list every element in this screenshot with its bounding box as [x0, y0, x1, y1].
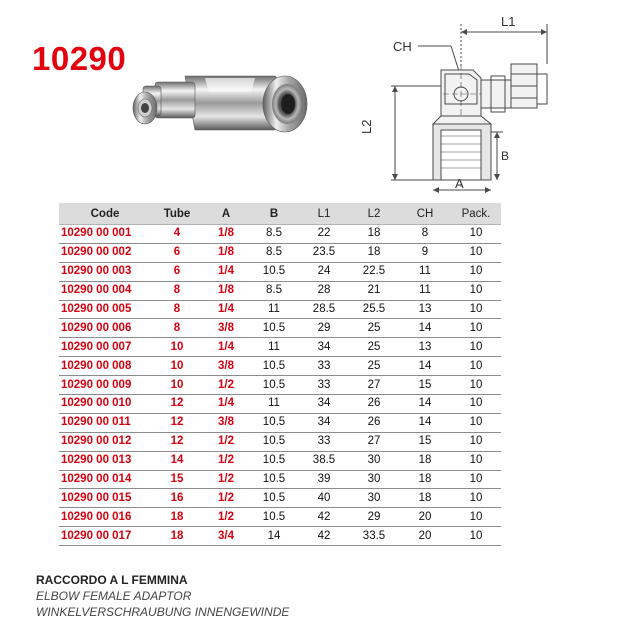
header-ch: CH	[399, 203, 451, 225]
cell-pack: 10	[451, 489, 501, 508]
table-row	[59, 376, 501, 395]
cell-l1: 42	[299, 508, 349, 527]
cell-l1: 33	[299, 357, 349, 376]
table-row	[59, 300, 501, 319]
cell-pack: 10	[451, 243, 501, 262]
cell-pack: 10	[451, 300, 501, 319]
cell-b: 14	[249, 527, 299, 546]
label-b: B	[501, 149, 510, 163]
cell-b: 10.5	[249, 432, 299, 451]
cell-code: 10290 00 004	[59, 281, 151, 300]
cell-tube: 6	[151, 243, 203, 262]
cell-code: 10290 00 010	[59, 395, 151, 414]
cell-code: 10290 00 014	[59, 470, 151, 489]
cell-a: 1/8	[203, 225, 249, 244]
cell-tube: 10	[151, 338, 203, 357]
cell-l1: 28	[299, 281, 349, 300]
cell-tube: 10	[151, 376, 203, 395]
cell-l1: 24	[299, 262, 349, 281]
cell-ch: 8	[399, 225, 451, 244]
cell-pack: 10	[451, 508, 501, 527]
label-a: A	[455, 176, 464, 191]
cell-tube: 18	[151, 508, 203, 527]
cell-l2: 26	[349, 395, 399, 414]
cell-l1: 39	[299, 470, 349, 489]
cell-l2: 25.5	[349, 300, 399, 319]
cell-ch: 14	[399, 319, 451, 338]
cell-pack: 10	[451, 395, 501, 414]
cell-l1: 34	[299, 413, 349, 432]
header-l1: L1	[299, 203, 349, 225]
cell-code: 10290 00 011	[59, 413, 151, 432]
cell-tube: 18	[151, 527, 203, 546]
cell-l2: 27	[349, 432, 399, 451]
cell-pack: 10	[451, 376, 501, 395]
cell-b: 10.5	[249, 319, 299, 338]
cell-l1: 22	[299, 225, 349, 244]
cell-code: 10290 00 008	[59, 357, 151, 376]
cell-l1: 34	[299, 395, 349, 414]
cell-tube: 4	[151, 225, 203, 244]
table-row	[59, 470, 501, 489]
cell-pack: 10	[451, 413, 501, 432]
cell-pack: 10	[451, 338, 501, 357]
cell-code: 10290 00 009	[59, 376, 151, 395]
cell-a: 1/4	[203, 300, 249, 319]
header-pack: Pack.	[451, 203, 501, 225]
cell-a: 3/8	[203, 319, 249, 338]
cell-a: 1/8	[203, 281, 249, 300]
cell-pack: 10	[451, 225, 501, 244]
table-body	[59, 225, 501, 546]
cell-ch: 13	[399, 338, 451, 357]
cell-l2: 22.5	[349, 262, 399, 281]
cell-ch: 15	[399, 376, 451, 395]
cell-b: 8.5	[249, 243, 299, 262]
cell-ch: 18	[399, 489, 451, 508]
cell-code: 10290 00 016	[59, 508, 151, 527]
title-english: ELBOW FEMALE ADAPTOR	[36, 589, 192, 603]
cell-a: 3/8	[203, 357, 249, 376]
header-b: B	[249, 203, 299, 225]
header-tube: Tube	[151, 203, 203, 225]
cell-l2: 30	[349, 470, 399, 489]
cell-code: 10290 00 003	[59, 262, 151, 281]
cell-l2: 25	[349, 338, 399, 357]
cell-l1: 38.5	[299, 451, 349, 470]
cell-l1: 29	[299, 319, 349, 338]
cell-a: 1/2	[203, 451, 249, 470]
cell-tube: 12	[151, 413, 203, 432]
table-row	[59, 413, 501, 432]
table-header-row	[59, 203, 501, 225]
cell-l2: 25	[349, 357, 399, 376]
cell-tube: 16	[151, 489, 203, 508]
title-german: WINKELVERSCHRAUBUNG INNENGEWINDE	[36, 605, 290, 619]
cell-code: 10290 00 006	[59, 319, 151, 338]
cell-pack: 10	[451, 281, 501, 300]
table-row	[59, 357, 501, 376]
cell-b: 11	[249, 395, 299, 414]
label-ch: CH	[393, 39, 412, 54]
cell-pack: 10	[451, 262, 501, 281]
cell-b: 10.5	[249, 262, 299, 281]
cell-tube: 8	[151, 319, 203, 338]
table-row	[59, 319, 501, 338]
label-l2: L2	[359, 119, 374, 134]
cell-a: 1/8	[203, 243, 249, 262]
cell-code: 10290 00 017	[59, 527, 151, 546]
cell-l2: 25	[349, 319, 399, 338]
cell-l1: 23.5	[299, 243, 349, 262]
cell-a: 1/2	[203, 489, 249, 508]
cell-l1: 40	[299, 489, 349, 508]
cell-ch: 14	[399, 395, 451, 414]
cell-a: 1/2	[203, 508, 249, 527]
header-a: A	[203, 203, 249, 225]
technical-drawing	[359, 4, 583, 194]
cell-code: 10290 00 001	[59, 225, 151, 244]
cell-a: 1/2	[203, 432, 249, 451]
cell-tube: 14	[151, 451, 203, 470]
cell-b: 10.5	[249, 508, 299, 527]
cell-b: 11	[249, 300, 299, 319]
cell-tube: 8	[151, 281, 203, 300]
cell-tube: 10	[151, 357, 203, 376]
table-row	[59, 225, 501, 244]
cell-ch: 15	[399, 432, 451, 451]
cell-ch: 18	[399, 470, 451, 489]
cell-l2: 27	[349, 376, 399, 395]
cell-ch: 14	[399, 413, 451, 432]
cell-ch: 20	[399, 508, 451, 527]
cell-a: 3/4	[203, 527, 249, 546]
cell-l1: 34	[299, 338, 349, 357]
cell-b: 10.5	[249, 376, 299, 395]
cell-l2: 33.5	[349, 527, 399, 546]
table-row	[59, 338, 501, 357]
label-l1: L1	[501, 14, 516, 29]
header-code: Code	[59, 203, 151, 225]
cell-pack: 10	[451, 451, 501, 470]
cell-b: 10.5	[249, 413, 299, 432]
cell-l2: 18	[349, 225, 399, 244]
cell-l2: 30	[349, 489, 399, 508]
cell-tube: 12	[151, 395, 203, 414]
cell-tube: 6	[151, 262, 203, 281]
cell-l2: 21	[349, 281, 399, 300]
cell-b: 10.5	[249, 451, 299, 470]
cell-pack: 10	[451, 527, 501, 546]
cell-b: 8.5	[249, 225, 299, 244]
cell-tube: 8	[151, 300, 203, 319]
table-row	[59, 489, 501, 508]
product-code-title: 10290	[32, 40, 127, 77]
cell-code: 10290 00 002	[59, 243, 151, 262]
specification-table	[59, 203, 501, 546]
cell-l2: 18	[349, 243, 399, 262]
cell-l1: 28.5	[299, 300, 349, 319]
cell-pack: 10	[451, 432, 501, 451]
cell-l1: 42	[299, 527, 349, 546]
cell-ch: 14	[399, 357, 451, 376]
table-row	[59, 281, 501, 300]
cell-tube: 15	[151, 470, 203, 489]
cell-ch: 9	[399, 243, 451, 262]
cell-ch: 11	[399, 281, 451, 300]
fitting-image	[133, 76, 307, 132]
cell-code: 10290 00 012	[59, 432, 151, 451]
title-italian: RACCORDO A L FEMMINA	[36, 573, 188, 587]
table-row	[59, 451, 501, 470]
cell-b: 11	[249, 338, 299, 357]
cell-ch: 20	[399, 527, 451, 546]
cell-code: 10290 00 005	[59, 300, 151, 319]
cell-pack: 10	[451, 470, 501, 489]
cell-a: 3/8	[203, 413, 249, 432]
cell-b: 10.5	[249, 470, 299, 489]
cell-l2: 26	[349, 413, 399, 432]
product-description	[36, 572, 289, 620]
cell-ch: 18	[399, 451, 451, 470]
table-row	[59, 243, 501, 262]
cell-code: 10290 00 015	[59, 489, 151, 508]
cell-b: 10.5	[249, 357, 299, 376]
cell-a: 1/2	[203, 376, 249, 395]
cell-l1: 33	[299, 432, 349, 451]
cell-ch: 11	[399, 262, 451, 281]
cell-code: 10290 00 013	[59, 451, 151, 470]
table-row	[59, 432, 501, 451]
cell-a: 1/4	[203, 338, 249, 357]
cell-a: 1/2	[203, 470, 249, 489]
cell-l1: 33	[299, 376, 349, 395]
product-photo	[125, 58, 325, 150]
cell-b: 8.5	[249, 281, 299, 300]
header-l2: L2	[349, 203, 399, 225]
cell-tube: 12	[151, 432, 203, 451]
cell-pack: 10	[451, 357, 501, 376]
cell-ch: 13	[399, 300, 451, 319]
cell-b: 10.5	[249, 489, 299, 508]
cell-pack: 10	[451, 319, 501, 338]
cell-l2: 29	[349, 508, 399, 527]
table-row	[59, 395, 501, 414]
table-row	[59, 262, 501, 281]
cell-a: 1/4	[203, 262, 249, 281]
table-row	[59, 527, 501, 546]
table-row	[59, 508, 501, 527]
cell-l2: 30	[349, 451, 399, 470]
cell-code: 10290 00 007	[59, 338, 151, 357]
cell-a: 1/4	[203, 395, 249, 414]
